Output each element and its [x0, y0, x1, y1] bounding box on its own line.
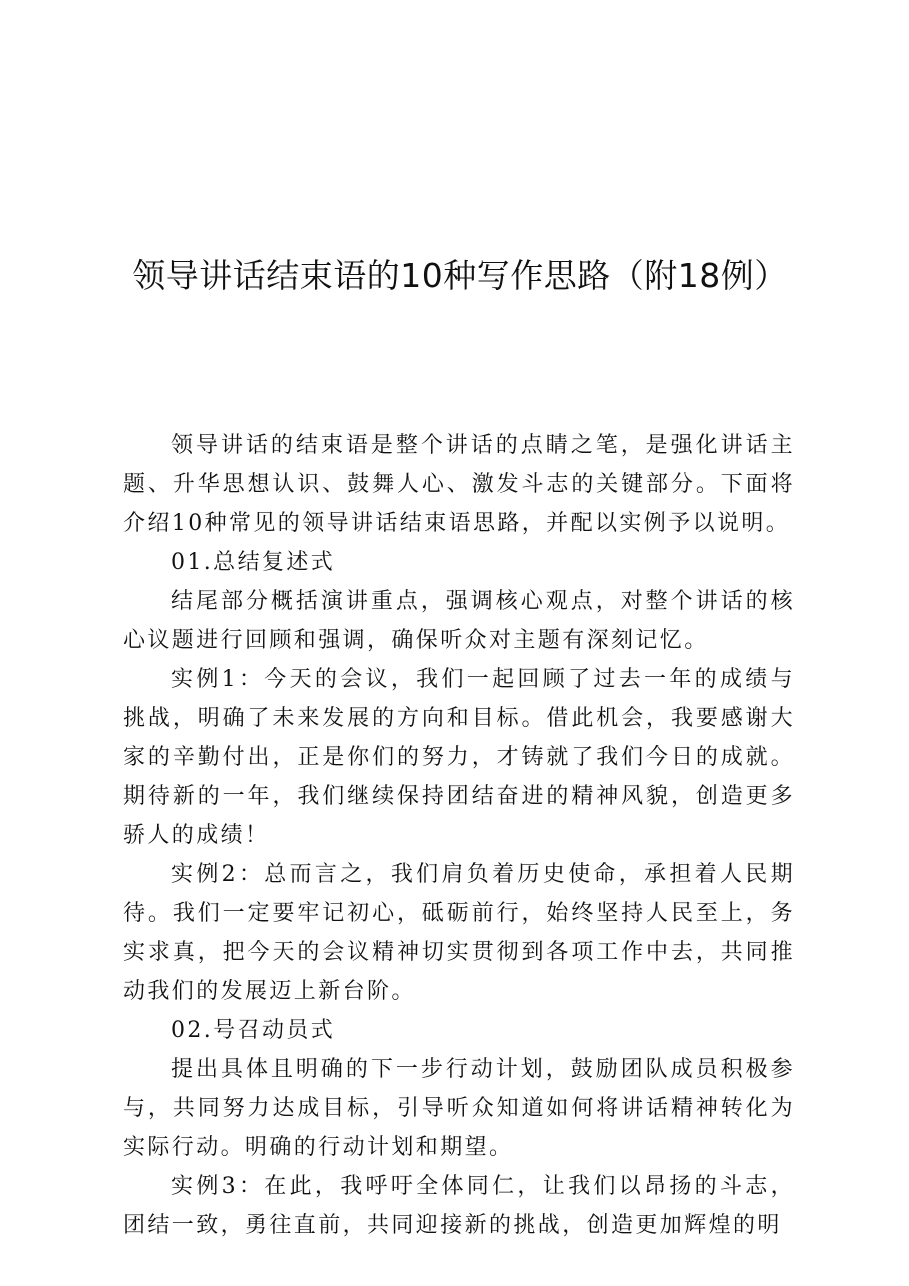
- document-title: 领导讲话结束语的10种写作思路（附18例）: [132, 256, 788, 295]
- section-heading-01: 01.总结复述式: [171, 550, 336, 575]
- document-body: [123, 426, 795, 1245]
- intro-paragraph: 领导讲话的结束语是整个讲话的点睛之笔，是强化讲话主题、升华思想认识、鼓舞人心、激发斗志的关键部分。下面将介绍10种常见的领导讲话结束语思路，并配以实例予以说明。: [123, 433, 795, 536]
- example-paragraph-1: 实例1：今天的会议，我们一起回顾了过去一年的成绩与挑战，明确了未来发展的方向和目标。借此机会，我要感谢大家的辛勤付出，正是你们的努力，才铸就了我们今日的成就。期待新的一年，我们继续保持团结奋进的精神风貌，创造更多骄人的成绩！: [123, 667, 795, 848]
- section-description-02: 提出具体且明确的下一步行动计划，鼓励团队成员积极参与，共同努力达成目标，引导听众知道如何将讲话精神转化为实际行动。明确的行动计划和期望。: [123, 1057, 795, 1160]
- example-paragraph-3: 实例3：在此，我呼吁全体同仁，让我们以昂扬的斗志，团结一致，勇往直前，共同迎接新的挑战，创造更加辉煌的明: [123, 1174, 795, 1238]
- section-heading-02: 02.号召动员式: [171, 1018, 336, 1043]
- section-description-01: 结尾部分概括演讲重点，强调核心观点，对整个讲话的核心议题进行回顾和强调，确保听众对主题有深刻记忆。: [123, 589, 795, 653]
- example-paragraph-2: 实例2：总而言之，我们肩负着历史使命，承担着人民期待。我们一定要牢记初心，砥砺前行，始终坚持人民至上，务实求真，把今天的会议精神切实贯彻到各项工作中去，共同推动我们的发展迈上新台阶。: [123, 862, 795, 1004]
